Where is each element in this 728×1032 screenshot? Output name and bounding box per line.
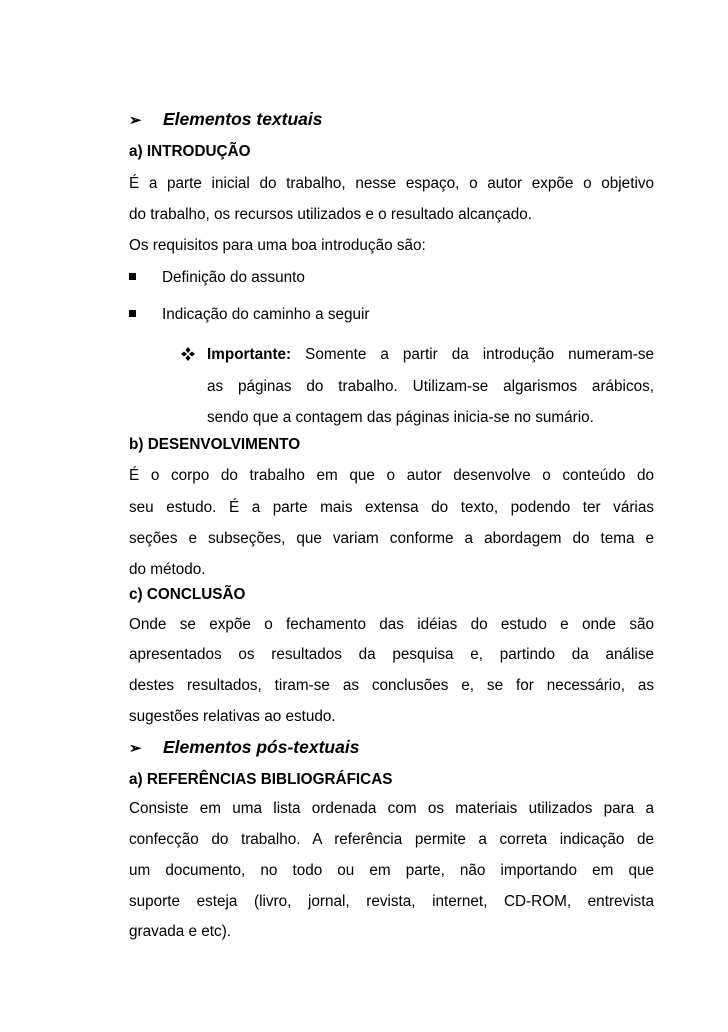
referencias-title: a) REFERÊNCIAS BIBLIOGRÁFICAS bbox=[129, 771, 393, 788]
conclusao-title: c) CONCLUSÃO bbox=[129, 586, 246, 603]
paragraph-line: do método. bbox=[129, 561, 206, 578]
heading-elementos-textuais: ➢ Elementos textuais bbox=[129, 108, 323, 132]
arrow-bullet-icon: ➢ bbox=[129, 740, 142, 757]
paragraph-line: destes resultados, tiram-se as conclusões e, se for necessário, as bbox=[129, 677, 654, 694]
paragraph-line: Consiste em uma lista ordenada com os materiais utilizados para a bbox=[129, 800, 654, 817]
paragraph-line: Onde se expõe o fechamento das idéias do estudo e onde são bbox=[129, 616, 654, 633]
square-bullet-icon bbox=[129, 310, 136, 317]
paragraph-line: É a parte inicial do trabalho, nesse espaço, o autor expõe o objetivo bbox=[129, 175, 654, 192]
arrow-bullet-icon: ➢ bbox=[129, 112, 142, 129]
introducao-title: a) INTRODUÇÃO bbox=[129, 143, 251, 160]
paragraph-line: do trabalho, os recursos utilizados e o resultado alcançado. bbox=[129, 206, 533, 223]
paragraph-line: sugestões relativas ao estudo. bbox=[129, 708, 336, 725]
paragraph-line: um documento, no todo ou em parte, não importando em que bbox=[129, 862, 654, 879]
importante-label: Importante: bbox=[207, 346, 292, 363]
heading-elementos-pos-textuais: ➢ Elementos pós-textuais bbox=[129, 736, 359, 760]
paragraph-line: É o corpo do trabalho em que o autor desenvolve o conteúdo do bbox=[129, 467, 654, 484]
paragraph-line: apresentados os resultados da pesquisa e, partindo da análise bbox=[129, 646, 654, 663]
diamond-bullet-icon bbox=[181, 347, 195, 361]
desenvolvimento-title: b) DESENVOLVIMENTO bbox=[129, 436, 301, 453]
importante-line: Importante: Somente a partir da introdução numeram-se bbox=[207, 346, 654, 363]
paragraph-line: seu estudo. É a parte mais extensa do texto, podendo ter várias bbox=[129, 499, 654, 516]
paragraph-line: Os requisitos para uma boa introdução são: bbox=[129, 237, 426, 254]
list-item: Indicação do caminho a seguir bbox=[129, 305, 370, 325]
paragraph-line: seções e subseções, que variam conforme a abordagem do tema e bbox=[129, 530, 654, 547]
importante-line: sendo que a contagem das páginas inicia-se no sumário. bbox=[207, 409, 594, 426]
paragraph-line: gravada e etc). bbox=[129, 923, 232, 940]
paragraph-line: suporte esteja (livro, jornal, revista, internet, CD-ROM, entrevista bbox=[129, 893, 654, 910]
square-bullet-icon bbox=[129, 273, 136, 280]
paragraph-line: confecção do trabalho. A referência permite a correta indicação de bbox=[129, 831, 654, 848]
list-item: Definição do assunto bbox=[129, 268, 305, 288]
importante-line: as páginas do trabalho. Utilizam-se algarismos arábicos, bbox=[207, 378, 654, 395]
